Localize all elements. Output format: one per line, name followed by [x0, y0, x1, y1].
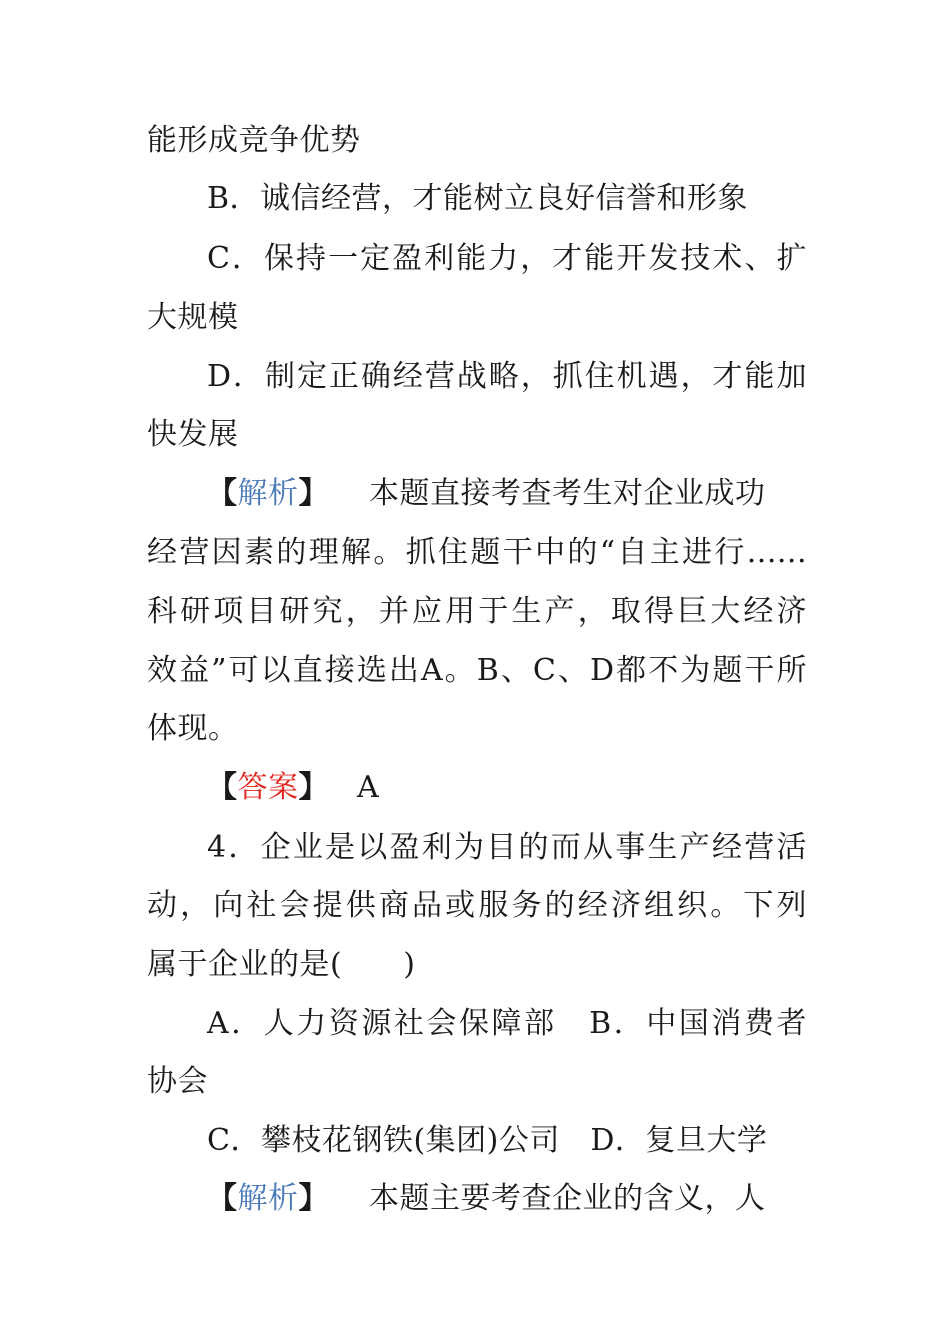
text-line-1: 能形成竞争优势 [147, 123, 361, 158]
bracket-close: 】 [298, 1181, 329, 1216]
question-4-line-3: 属于企业的是( ) [147, 947, 416, 982]
option-c-continuation: 大规模 [147, 300, 239, 335]
bracket-close: 】 [298, 476, 329, 511]
analysis-line-1 [207, 472, 807, 516]
bracket-open: 【 [207, 1181, 238, 1216]
answer-label: 答案 [237, 770, 299, 805]
analysis-line-4: 效益”可以直接选出A。B、C、D都不为题干所 [147, 653, 807, 688]
analysis-label: 解析 [237, 476, 299, 511]
analysis-2-line-1 [207, 1177, 807, 1221]
option-d-line: D．制定正确经营战略，抓住机遇，才能加 [207, 359, 807, 394]
options-ab-line: A．人力资源社会保障部 B．中国消费者 [207, 1006, 807, 1041]
analysis-line-5: 体现。 [147, 711, 239, 746]
bracket-open: 【 [207, 770, 238, 805]
option-b-line: B．诚信经营，才能树立良好信誉和形象 [207, 181, 749, 216]
options-cd-line: C．攀枝花钢铁(集团)公司 D．复旦大学 [207, 1123, 768, 1158]
bracket-open: 【 [207, 476, 238, 511]
analysis-label-2: 解析 [237, 1181, 299, 1216]
answer-line [207, 766, 807, 810]
option-d-continuation: 快发展 [147, 417, 239, 452]
answer-value: A [357, 770, 380, 805]
analysis-line-2: 经营因素的理解。抓住题干中的“自主进行...... [147, 535, 807, 570]
options-b-continuation: 协会 [147, 1064, 208, 1099]
question-4-line-2: 动，向社会提供商品或服务的经济组织。下列 [147, 888, 807, 923]
analysis-text: 本题直接考查考生对企业成功 [369, 476, 766, 511]
analysis-2-text: 本题主要考查企业的含义，人 [369, 1181, 766, 1216]
question-4-line-1: 4．企业是以盈利为目的而从事生产经营活 [207, 830, 807, 865]
bracket-close: 】 [298, 770, 329, 805]
analysis-line-3: 科研项目研究，并应用于生产，取得巨大经济 [147, 594, 807, 629]
option-c-line: C．保持一定盈利能力，才能开发技术、扩 [207, 241, 807, 276]
